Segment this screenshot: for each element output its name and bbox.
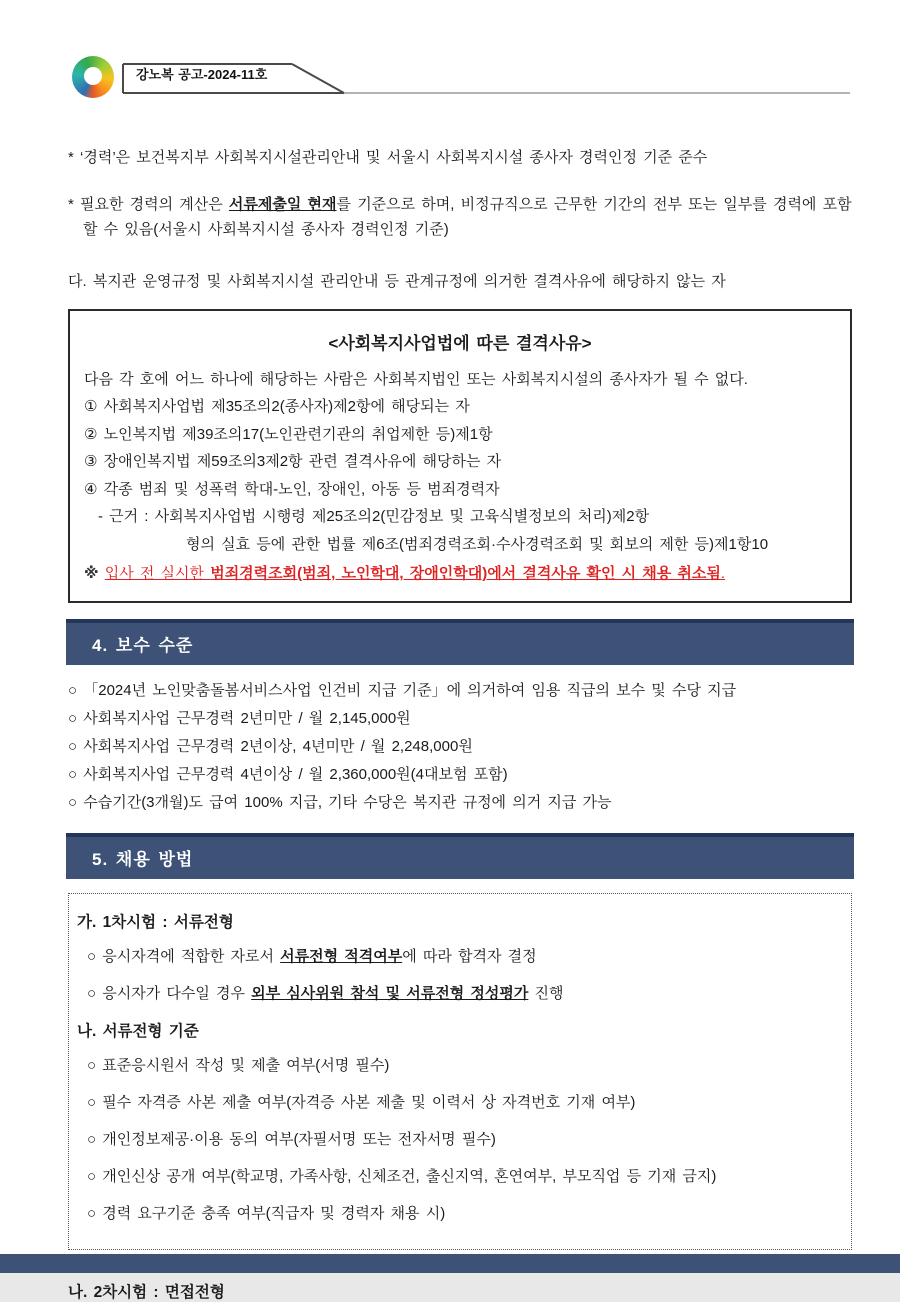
hiring-cancellation-warning	[84, 560, 836, 589]
pay-list-item: ○ 사회복지사업 근무경력 4년이상 / 월 2,360,000원(4대보험 포함)	[68, 765, 508, 783]
first-exam-bullet	[87, 982, 837, 1006]
bullet-emphasis: 서류전형 적격여부	[280, 947, 403, 965]
criteria-bullet: ○ 개인정보제공·이용 동의 여부(자필서명 또는 전자서명 필수)	[87, 1130, 496, 1148]
pay-list-item: ○ 수습기간(3개월)도 급여 100% 지급, 기타 수당은 복지관 규정에 의거 지급 가능	[68, 793, 612, 811]
org-logo-icon	[72, 56, 114, 98]
disqualification-item: ② 노인복지법 제39조의17(노인관련기관의 취업제한 등)제1항	[84, 425, 493, 443]
pay-list-item: ○ 「2024년 노인맞춤돌봄서비스사업 인건비 지급 기준」에 의거하여 임용 직급의 보수 및 수당 지급	[68, 681, 737, 699]
note2-emphasis: 서류제출일 현재	[228, 195, 337, 213]
disqualification-box-title: <사회복지사업법에 따른 결격사유>	[328, 334, 592, 353]
criteria-heading: 나. 서류전형 기준	[77, 1022, 199, 1040]
first-exam-heading: 가. 1차시험 : 서류전형	[77, 913, 234, 931]
disqualification-item: ④ 각종 범죄 및 성폭력 학대-노인, 장애인, 아동 등 범죄경력자	[84, 480, 500, 498]
footer-bar	[0, 1254, 900, 1273]
bullet-suffix: 진행	[528, 984, 564, 1002]
pay-level-list	[68, 677, 852, 817]
disqualification-item: ③ 장애인복지법 제59조의3제2항 관련 결격사유에 해당하는 자	[84, 453, 502, 471]
criteria-bullet: ○ 경력 요구기준 충족 여부(직급자 및 경력자 채용 시)	[87, 1204, 446, 1222]
section-4-header-bar: 4. 보수 수준	[66, 619, 854, 665]
recruitment-method-box	[68, 893, 852, 1250]
bullet-prefix: ○ 응시자가 다수일 경우	[87, 984, 252, 1002]
pay-list-item: ○ 사회복지사업 근무경력 2년미만 / 월 2,145,000원	[68, 709, 411, 727]
second-exam-heading: 나. 2차시험 : 면접전형	[68, 1283, 225, 1301]
disqualification-intro: 다음 각 호에 어느 하나에 해당하는 사람은 사회복지법인 또는 사회복지시설의 종사자가 될 수 없다.	[84, 371, 748, 388]
item-da-line: 다. 복지관 운영규정 및 사회복지시설 관리안내 등 관계규정에 의거한 결격사유에 해당하지 않는 자	[68, 273, 726, 291]
note2-prefix: * 필요한 경력의 계산은	[68, 195, 229, 213]
pay-list-item: ○ 사회복지사업 근무경력 2년이상, 4년미만 / 월 2,248,000원	[68, 737, 473, 755]
criteria-bullet: ○ 필수 자격증 사본 제출 여부(자격증 사본 제출 및 이력서 상 자격번호 기재 여부)	[87, 1093, 636, 1111]
page-header	[70, 56, 850, 100]
doc-number: 강노복 공고-2024-11호	[136, 67, 268, 82]
first-exam-bullet	[87, 945, 837, 969]
disqualification-box	[68, 309, 852, 603]
legal-basis-line-1: - 근거 : 사회복지사업법 시행령 제25조의2(민감정보 및 고육식별정보의 처리)제2항	[98, 508, 650, 526]
warning-text-bold: 범죄경력조회(범죄, 노인학대, 장애인학대)에서 결격사유 확인 시 채용 취소됨	[210, 565, 721, 583]
warning-mark: ※	[84, 565, 105, 583]
disqualification-item: ① 사회복지사업법 제35조의2(종사자)제2항에 해당되는 자	[84, 398, 470, 416]
career-standard-note: * ‘경력’은 보건복지부 사회복지시설관리안내 및 서울시 사회복지시설 종사자 경력인정 기준 준수	[68, 149, 708, 166]
criteria-bullet: ○ 개인신상 공개 여부(학교명, 가족사항, 신체조건, 출신지역, 혼연여부, 부모직업 등 기재 금지)	[87, 1167, 717, 1185]
section-5-header-bar: 5. 채용 방법	[66, 833, 854, 879]
criteria-bullet: ○ 표준응시원서 작성 및 제출 여부(서명 필수)	[87, 1056, 390, 1074]
career-calculation-note	[68, 193, 852, 243]
warning-period: .	[720, 565, 726, 583]
legal-basis-line-2: 형의 실효 등에 관한 법률 제6조(범죄경력조회·수사경력조회 및 회보의 제한 등)제1항10	[186, 535, 769, 553]
warning-text-normal: 입사 전 실시한	[104, 565, 211, 583]
note2-suffix: 를 기준으로 하며, 비정규직으로 근무한 기간의 전부 또는 일부를 경력에 포함할 수 있음(서울시 사회복지시설 종사자 경력인정 기준)	[83, 195, 852, 238]
bullet-suffix: 에 따라 합격자 결정	[402, 947, 537, 965]
bullet-emphasis: 외부 심사위원 참석 및 서류전형 정성평가	[251, 984, 529, 1002]
bullet-prefix: ○ 응시자격에 적합한 자로서	[87, 947, 281, 965]
document-body	[68, 100, 852, 1302]
